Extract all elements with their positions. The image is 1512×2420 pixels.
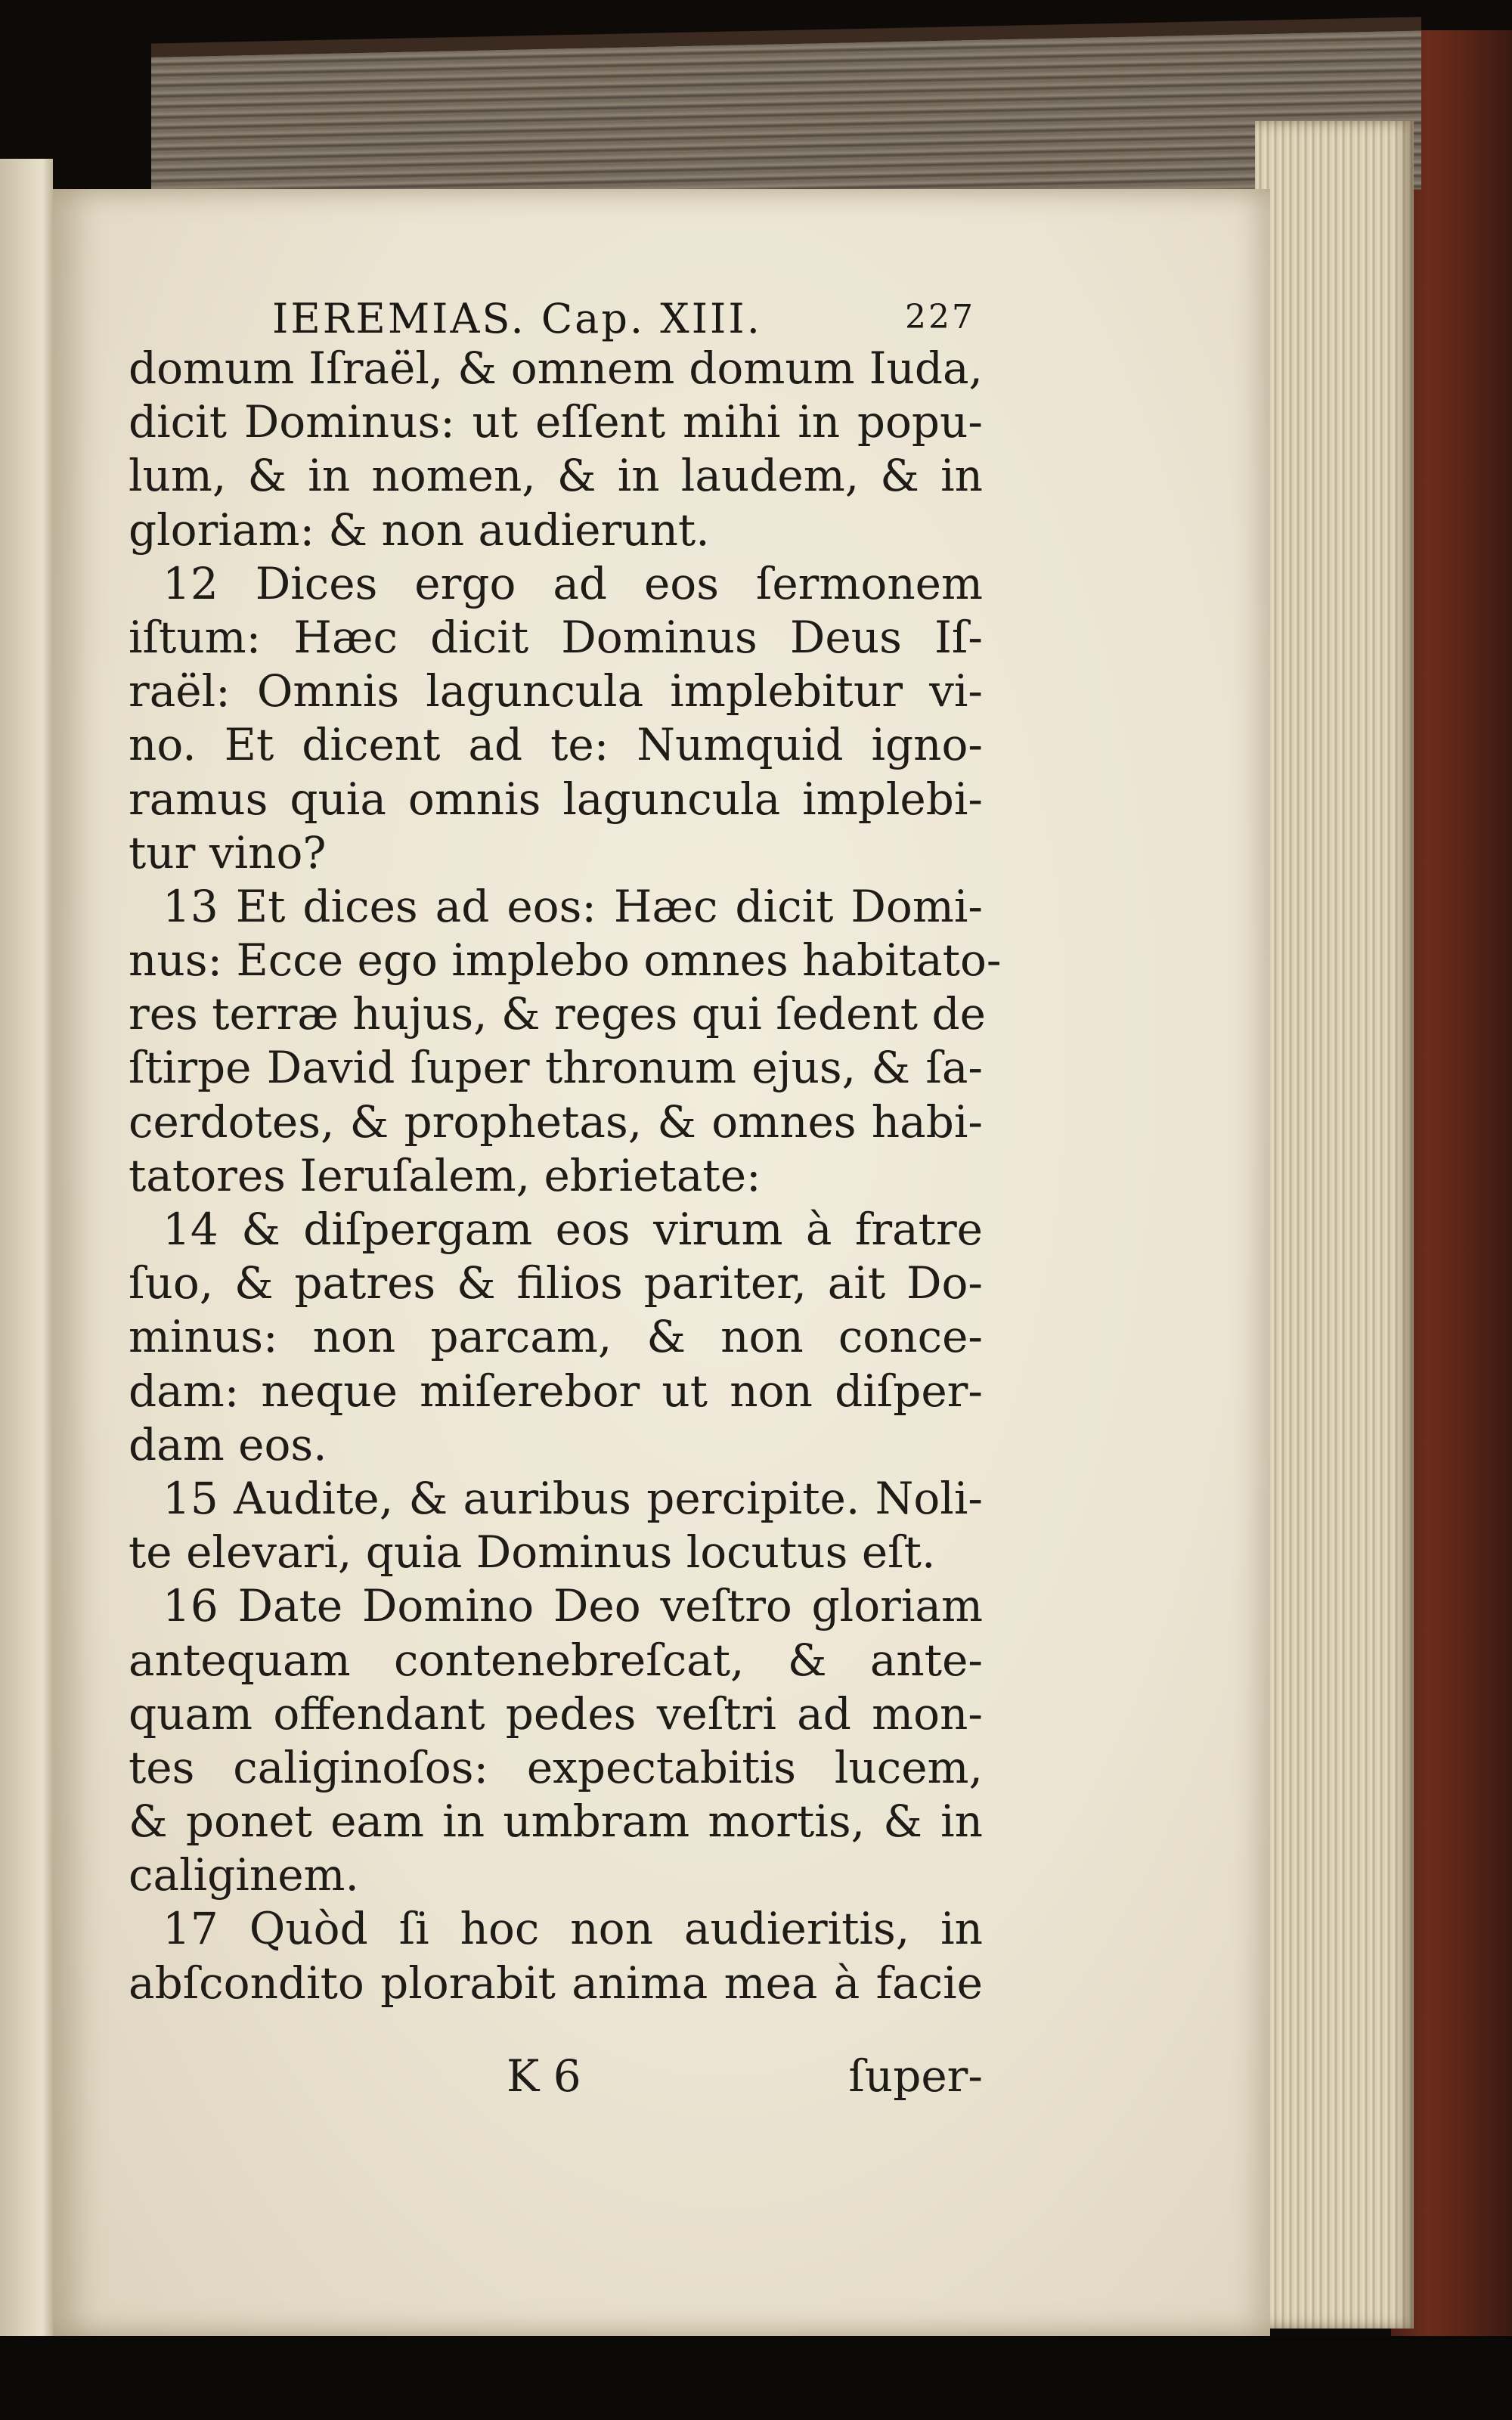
verse-14-start: 14 & diſpergam eos virum à fratre <box>163 1204 983 1255</box>
text-line: iſtum: Hæc dicit Dominus Deus Iſ- <box>129 611 983 663</box>
page-number: 227 <box>905 298 975 336</box>
facing-page-edge <box>0 159 53 2420</box>
running-head <box>272 295 975 348</box>
text-line: antequam contenebreſcat, & ante- <box>129 1634 983 1686</box>
text-line: raël: Omnis laguncula implebitur vi- <box>129 665 983 717</box>
text-line: dam: neque miſerebor ut non diſper- <box>129 1365 983 1417</box>
text-line: te elevari, quia Dominus locutus eſt. <box>129 1526 936 1579</box>
text-line: domum Iſraël, & omnem domum Iuda, <box>129 342 983 394</box>
text-line: nus: Ecce ego implebo omnes habitato- <box>129 934 1002 987</box>
verse-15-start: 15 Audite, & auribus percipite. Noli- <box>163 1472 983 1524</box>
text-line: dam eos. <box>129 1418 327 1470</box>
verse-12-start: 12 Dices ergo ad eos ſermonem <box>163 557 983 609</box>
text-line: res terræ hujus, & reges qui ſedent de <box>129 988 987 1040</box>
verse-16-start: 16 Date Domino Deo veſtro gloriam <box>163 1580 983 1632</box>
text-line: abſcondito plorabit anima mea à facie <box>129 1957 983 2009</box>
text-line: tatores Ieruſalem, ebrietate: <box>129 1149 761 1201</box>
text-line: gloriam: & non audierunt. <box>129 504 710 556</box>
text-line: ſuo, & patres & filios pariter, ait Do- <box>129 1257 983 1309</box>
page-edges-right <box>1255 121 1414 2329</box>
signature-line <box>129 2050 983 2105</box>
text-line: quam offendant pedes veſtri ad mon- <box>129 1687 983 1740</box>
signature-mark: K 6 <box>507 2050 581 2102</box>
text-line: minus: non parcam, & non conce- <box>129 1311 983 1363</box>
background-bottom <box>0 2336 1512 2420</box>
text-line: lum, & in nomen, & in laudem, & in <box>129 450 983 502</box>
text-line: ſtirpe David ſuper thronum ejus, & ſa- <box>129 1042 983 1094</box>
text-line: no. Et dicent ad te: Numquid igno- <box>129 719 983 771</box>
text-line: & ponet eam in umbram mortis, & in <box>129 1796 983 1848</box>
text-line: tur vino? <box>129 826 327 878</box>
catchword: ſuper- <box>848 2050 983 2102</box>
text-line: ramus quia omnis laguncula implebi- <box>129 773 983 825</box>
body-text <box>129 342 1002 2010</box>
verse-13-start: 13 Et dices ad eos: Hæc dicit Domi- <box>163 880 983 932</box>
text-line: dicit Dominus: ut eſſent mihi in popu- <box>129 396 983 448</box>
text-line: tes caliginoſos: expectabitis lucem, <box>129 1741 983 1793</box>
text-line: cerdotes, & prophetas, & omnes habi- <box>129 1095 983 1148</box>
page-edges-top <box>151 17 1421 215</box>
text-line: caliginem. <box>129 1849 359 1901</box>
running-head-title: IEREMIAS. Cap. XIII. <box>272 295 762 342</box>
verse-17-start: 17 Quòd ſi hoc non audieritis, in <box>163 1903 983 1955</box>
